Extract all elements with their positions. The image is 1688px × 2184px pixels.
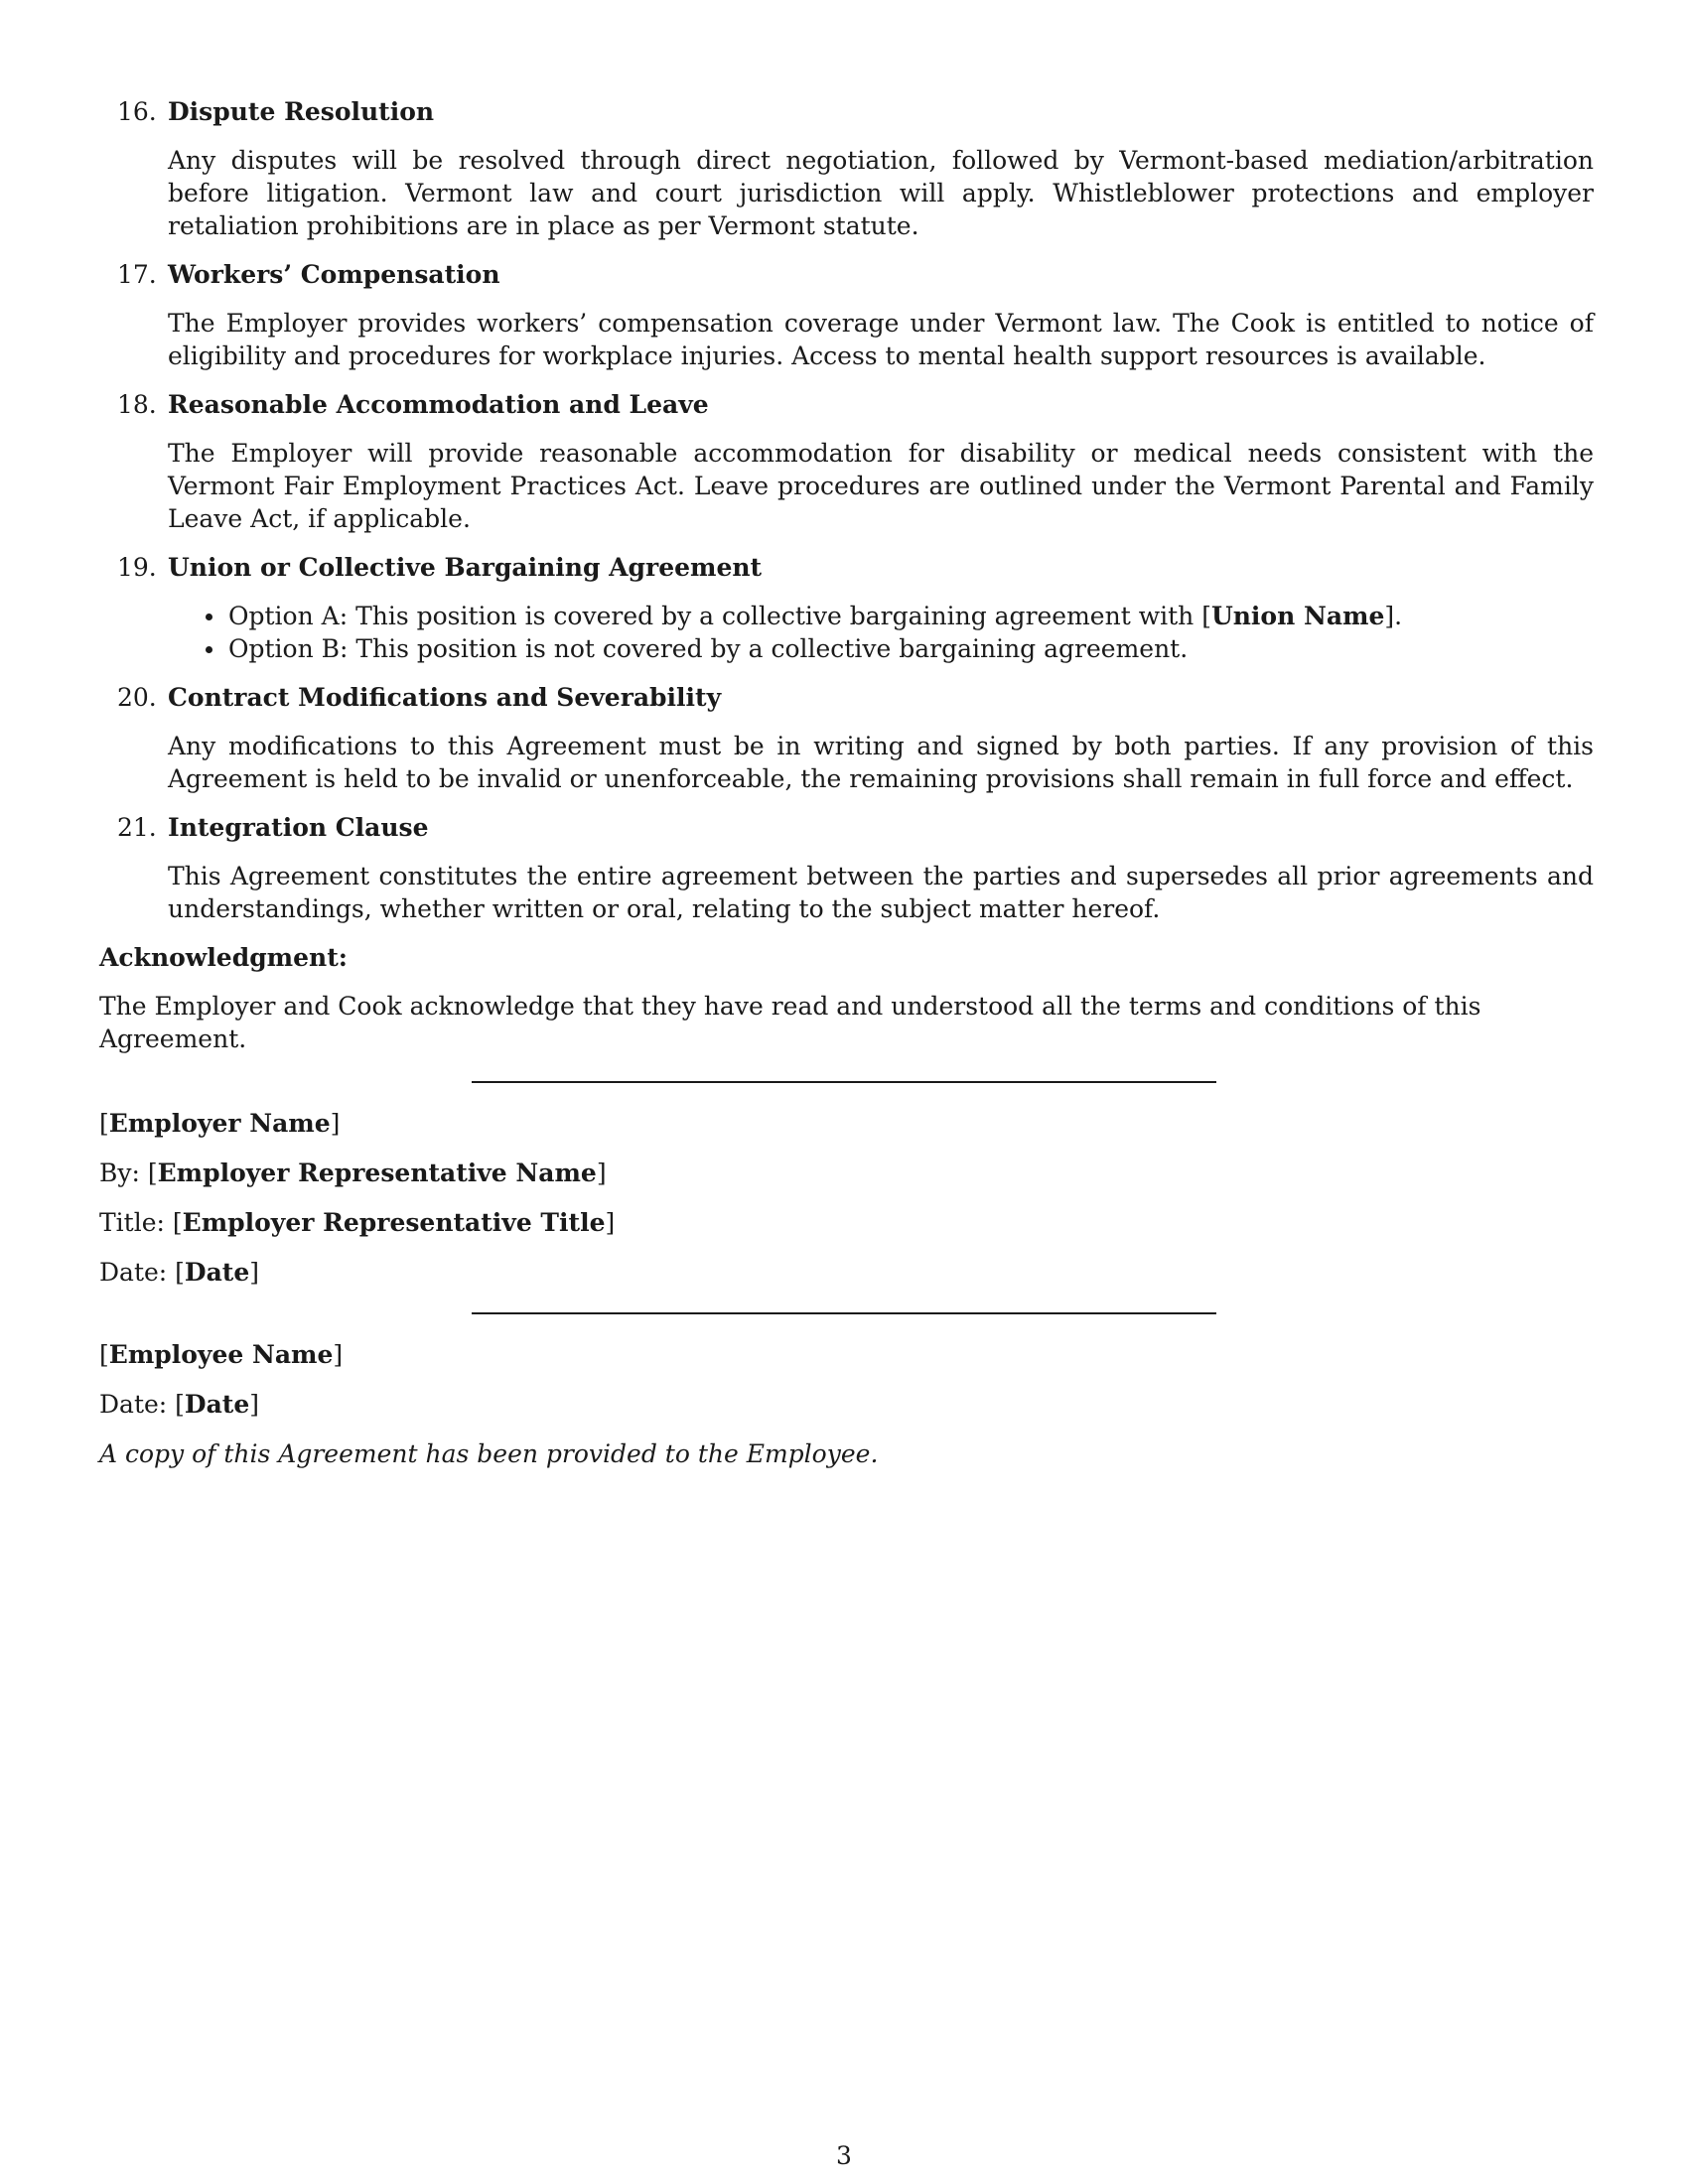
employer-rep-row: By: [Employer Representative Name]	[99, 1159, 607, 1187]
section-body: This Agreement constitutes the entire agreement between the parties and supersedes all prior agreements and understandings, whether written or oral, relating to the subject matter hereof.	[168, 862, 1594, 923]
section-heading	[99, 811, 1594, 844]
document-page	[99, 95, 1594, 1470]
option-b-item: Option B: This position is not covered by a collective bargaining agreement.	[228, 632, 1594, 665]
section-heading	[99, 551, 1594, 584]
section-number: 18.	[117, 390, 157, 419]
section-union-agreement	[99, 551, 1594, 665]
employer-rep-title: Employer Representative Title	[182, 1208, 606, 1237]
section-title: Reasonable Accommodation and Leave	[168, 390, 709, 419]
date-label: Date:	[99, 1258, 168, 1287]
option-a-item	[228, 600, 1594, 632]
date-label: Date:	[99, 1390, 168, 1419]
employer-name: Employer Name	[108, 1109, 331, 1138]
section-title: Integration Clause	[168, 813, 429, 842]
title-label: Title:	[99, 1208, 165, 1237]
section-title: Contract Modifications and Severability	[168, 683, 722, 712]
option-a-suffix: ].	[1384, 602, 1403, 630]
option-a-placeholder: Union Name	[1210, 602, 1385, 630]
section-title: Dispute Resolution	[168, 97, 435, 126]
section-body: Any modifications to this Agreement must be in writing and signed by both parties. If any provision of this Agreement is held to be invalid or unenforceable, the remaining provisions shall remain in full force and effect.	[168, 732, 1594, 793]
section-number: 20.	[117, 683, 157, 712]
section-reasonable-accommodation	[99, 388, 1594, 535]
page-number: 3	[836, 2141, 852, 2170]
option-list	[99, 600, 1594, 665]
employee-signature-line	[472, 1312, 1216, 1314]
section-title: Workers’ Compensation	[168, 260, 500, 289]
employee-date: Date	[184, 1390, 250, 1419]
section-number: 21.	[117, 813, 157, 842]
section-heading	[99, 258, 1594, 291]
section-heading	[99, 388, 1594, 421]
section-body: The Employer provides workers’ compensation coverage under Vermont law. The Cook is entitled to notice of eligibility and procedures for workplace injuries. Access to mental health support resources is available.	[168, 309, 1594, 370]
acknowledgment-title: Acknowledgment:	[99, 943, 348, 972]
section-integration-clause	[99, 811, 1594, 925]
option-a-prefix: Option A: This position is covered by a collective bargaining agreement with [	[228, 602, 1211, 630]
employer-rep-name: Employer Representative Name	[157, 1159, 597, 1187]
employer-date-row: Date: [Date]	[99, 1258, 260, 1287]
acknowledgment-text: The Employer and Cook acknowledge that they have read and understood all the terms and conditions of this Agreement.	[99, 992, 1481, 1053]
employee-name: Employee Name	[108, 1340, 334, 1369]
section-heading	[99, 95, 1594, 128]
employee-date-row: Date: [Date]	[99, 1390, 260, 1419]
section-dispute-resolution	[99, 95, 1594, 242]
by-label: By:	[99, 1159, 140, 1187]
section-body: Any disputes will be resolved through direct negotiation, followed by Vermont-based mediation/arbitration before litigation. Vermont law and court jurisdiction will apply. Whistleblower protections and employer retaliation prohibitions are in place as per Vermont statute.	[168, 146, 1594, 240]
section-body: The Employer will provide reasonable accommodation for disability or medical needs consistent with the Vermont Fair Employment Practices Act. Leave procedures are outlined under the Vermont Parental and Family Leave Act, if applicable.	[168, 439, 1594, 533]
section-number: 16.	[117, 97, 157, 126]
employer-date: Date	[184, 1258, 250, 1287]
employer-signature-line	[472, 1081, 1216, 1083]
section-number: 19.	[117, 553, 157, 582]
section-workers-compensation	[99, 258, 1594, 372]
section-contract-modifications	[99, 681, 1594, 795]
employer-name-row: [Employer Name]	[99, 1109, 341, 1138]
section-number: 17.	[117, 260, 157, 289]
employee-name-row: [Employee Name]	[99, 1340, 344, 1369]
section-heading	[99, 681, 1594, 714]
copy-provided-note: A copy of this Agreement has been provided to the Employee.	[99, 1439, 879, 1468]
section-title: Union or Collective Bargaining Agreement	[168, 553, 763, 582]
employer-title-row: Title: [Employer Representative Title]	[99, 1208, 616, 1237]
